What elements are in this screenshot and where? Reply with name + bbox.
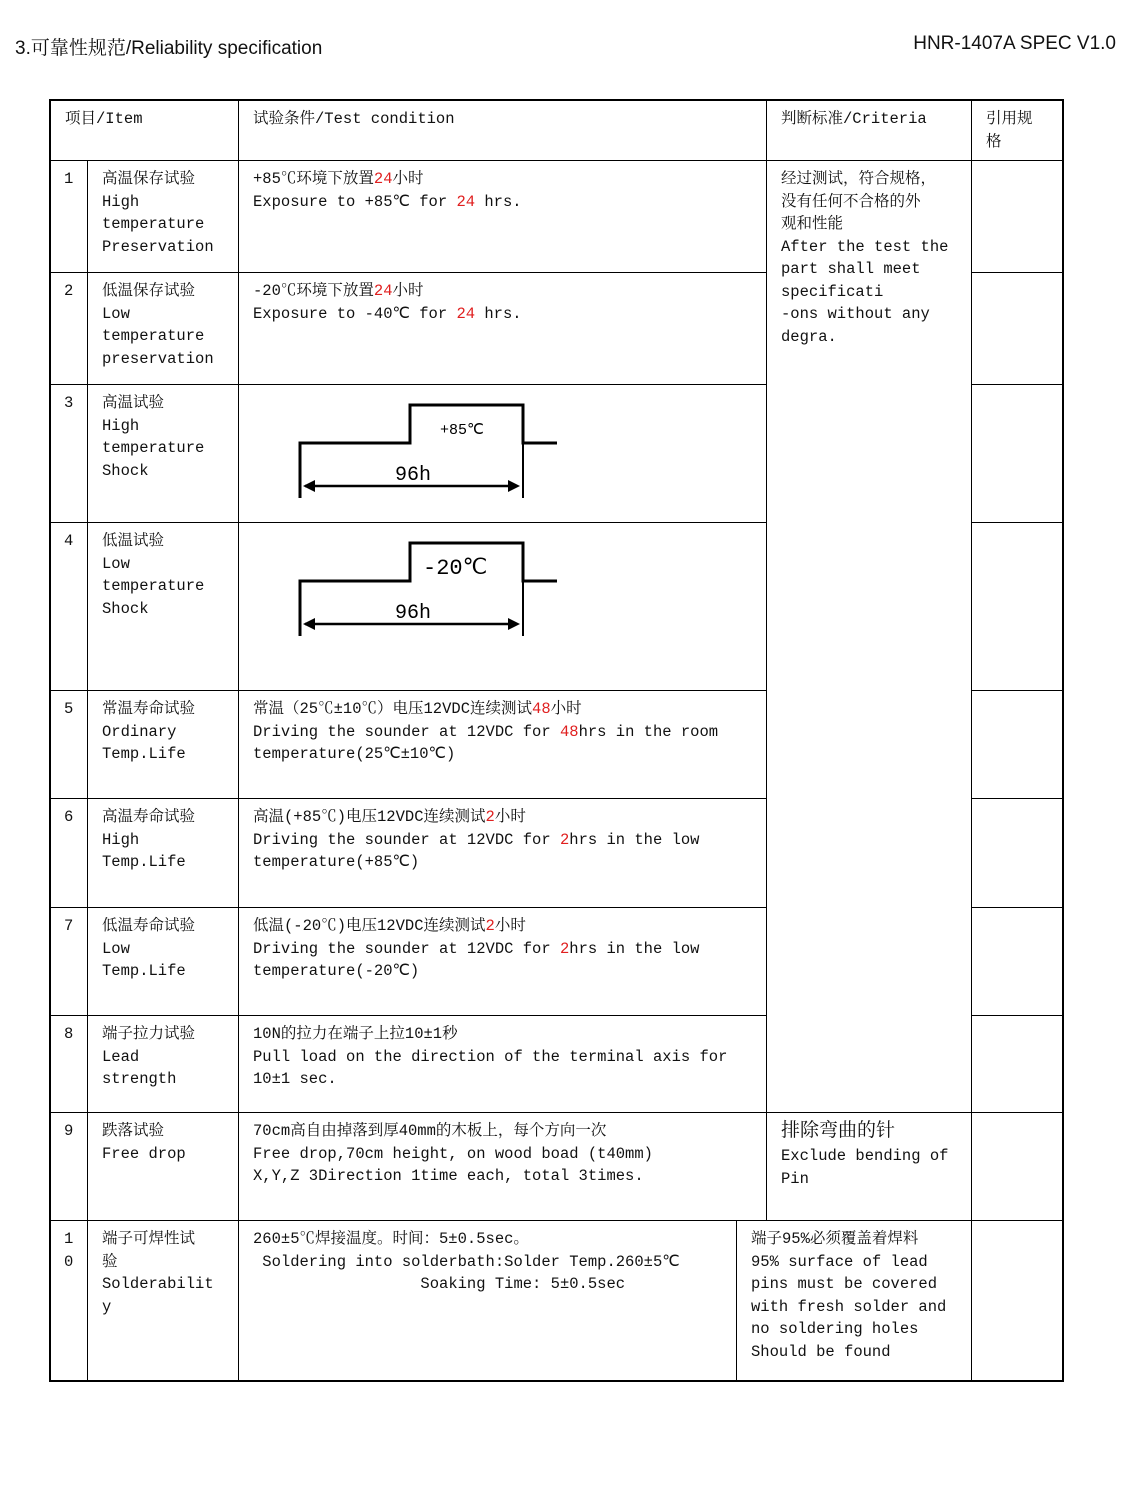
section-title: 3.可靠性规范/Reliability specification: [15, 38, 323, 59]
reference-cell: [971, 690, 1064, 799]
condition-line: [253, 1251, 680, 1274]
reference-cell: [971, 907, 1064, 1016]
condition-line: [253, 168, 522, 191]
row-number: 9: [64, 1122, 74, 1140]
condition-segment: Exposure to +85℃ for: [253, 192, 457, 211]
temperature-label: -20℃: [423, 556, 488, 581]
condition-line: [253, 1120, 653, 1143]
condition-segment: 小时: [392, 170, 424, 188]
reference-cell: [971, 1112, 1064, 1221]
highlight-value: 24: [456, 192, 476, 211]
condition-line: [253, 191, 522, 214]
condition-segment: hrs in the low: [569, 830, 700, 849]
condition-segment: 小时: [494, 808, 526, 826]
highlight-value: 2: [559, 939, 570, 958]
condition-segment: X,Y,Z 3Direction 1time each, total 3times.: [253, 1167, 644, 1185]
row-number: 8: [64, 1025, 74, 1043]
condition-text: [253, 280, 522, 325]
condition-segment: 10N的拉力在端子上拉10±1秒: [253, 1025, 458, 1043]
arrow-head-left-icon: [303, 480, 315, 492]
row-number: 1: [64, 170, 74, 188]
condition-segment: 小时: [494, 917, 526, 935]
highlight-value: 2: [485, 917, 495, 935]
condition-segment: Soaking Time: 5±0.5sec: [253, 1275, 626, 1293]
condition-line: [253, 280, 522, 303]
spec-version: HNR-1407A SPEC V1.0: [913, 33, 1116, 54]
condition-text: [253, 806, 700, 874]
item-name: 高温保存试验 High temperature Preservation: [102, 170, 214, 256]
condition-line: [253, 721, 718, 744]
criteria-9-cn: 排除弯曲的针: [781, 1120, 896, 1142]
condition-text: [253, 1023, 727, 1091]
condition-line: [253, 1046, 727, 1069]
condition-segment: 260±5℃焊接温度。时间：5±0.5sec。: [253, 1230, 529, 1248]
condition-line: [253, 743, 718, 766]
condition-segment: Driving the sounder at 12VDC for: [253, 722, 560, 741]
condition-line: [253, 806, 700, 829]
condition-line: [253, 915, 700, 938]
highlight-value: 24: [373, 170, 393, 188]
condition-segment: Driving the sounder at 12VDC for: [253, 830, 560, 849]
condition-segment: -20℃环境下放置: [253, 282, 374, 300]
condition-segment: Pull load on the direction of the terminal axis for: [253, 1047, 728, 1066]
criteria-10-text: 端子95%必须覆盖着焊料 95% surface of lead pins must be covered with fresh solder and no soldering holes Should be found: [751, 1230, 947, 1361]
item-name: 跌落试验 Free drop: [102, 1122, 186, 1163]
item-name: 端子拉力试验 Lead strength: [102, 1025, 196, 1088]
item-name: 高温寿命试验 High Temp.Life: [102, 808, 196, 871]
reference-cell: [971, 522, 1064, 691]
reference-cell: [971, 1220, 1064, 1381]
condition-line: [253, 1273, 680, 1296]
highlight-value: 48: [559, 722, 579, 741]
condition-segment: Exposure to -40℃ for: [253, 304, 457, 323]
highlight-value: 2: [485, 808, 495, 826]
header-condition-label: 试验条件/Test condition: [253, 110, 455, 128]
condition-line: [253, 938, 700, 961]
condition-line: [253, 698, 718, 721]
condition-segment: 小时: [392, 282, 424, 300]
condition-segment: temperature(25℃±10℃): [253, 745, 456, 763]
condition-segment: hrs in the low: [569, 939, 700, 958]
row-number: 7: [64, 917, 74, 935]
item-name: 低温寿命试验 Low Temp.Life: [102, 917, 196, 980]
condition-segment: +85℃环境下放置: [253, 170, 374, 188]
condition-text: [253, 698, 718, 766]
temperature-label: +85℃: [440, 422, 484, 439]
condition-line: [253, 1143, 653, 1166]
condition-segment: hrs.: [475, 304, 522, 323]
condition-line: [253, 1068, 727, 1091]
row-number: 5: [64, 700, 74, 718]
condition-line: [253, 829, 700, 852]
condition-segment: hrs.: [475, 192, 522, 211]
row-number: 3: [64, 394, 74, 412]
condition-text: [253, 1120, 653, 1188]
reference-cell: [971, 1015, 1064, 1113]
condition-segment: Soldering into solderbath:Solder Temp.260±5℃: [253, 1252, 680, 1271]
highlight-value: 24: [456, 304, 476, 323]
condition-text: [253, 915, 700, 983]
row-number: 4: [64, 532, 74, 550]
reference-cell: [971, 798, 1064, 908]
arrow-head-right-icon: [508, 618, 520, 630]
row-number: 1 0: [64, 1230, 74, 1271]
duration-label: 96h: [395, 602, 432, 625]
condition-line: [253, 1228, 680, 1251]
arrow-head-left-icon: [303, 618, 315, 630]
item-name: 低温试验 Low temperature Shock: [102, 532, 205, 618]
condition-line: [253, 1023, 727, 1046]
condition-segment: 常温（25℃±10℃）电压12VDC连续测试: [253, 700, 533, 718]
highlight-value: 48: [532, 700, 551, 718]
condition-segment: 10±1 sec.: [253, 1070, 337, 1088]
condition-segment: temperature(+85℃): [253, 853, 420, 871]
condition-line: [253, 1165, 653, 1188]
condition-text: [253, 1228, 680, 1296]
condition-segment: 低温(-20℃)电压12VDC连续测试: [253, 917, 486, 935]
condition-line: [253, 851, 700, 874]
condition-segment: Free drop,70cm height, on wood boad (t40mm): [253, 1144, 653, 1163]
criteria-9-en: Exclude bending of Pin: [781, 1147, 949, 1188]
condition-segment: Driving the sounder at 12VDC for: [253, 939, 560, 958]
row-number: 2: [64, 282, 74, 300]
condition-segment: temperature(-20℃): [253, 962, 420, 980]
item-name: 常温寿命试验 Ordinary Temp.Life: [102, 700, 196, 763]
low-temperature-profile-diagram: [295, 536, 595, 656]
highlight-value: 24: [373, 282, 393, 300]
arrow-head-right-icon: [508, 480, 520, 492]
duration-label: 96h: [395, 464, 432, 487]
item-name: 端子可焊性试 验 Solderabilit y: [102, 1230, 214, 1316]
condition-segment: 小时: [550, 700, 582, 718]
condition-segment: 高温(+85℃)电压12VDC连续测试: [253, 808, 486, 826]
header-reference-label: 引用规 格: [986, 110, 1033, 151]
condition-segment: hrs in the room: [578, 722, 719, 741]
row-number: 6: [64, 808, 74, 826]
item-name: 低温保存试验 Low temperature preservation: [102, 282, 214, 368]
reference-cell: [971, 272, 1064, 385]
condition-line: [253, 303, 522, 326]
reference-cell: [971, 384, 1064, 523]
header-criteria-label: 判断标准/Criteria: [781, 110, 927, 128]
high-temperature-profile-diagram: [295, 398, 595, 518]
header-item-label: 项目/Item: [65, 110, 143, 128]
condition-line: [253, 960, 700, 983]
condition-segment: 70cm高自由掉落到厚40mm的木板上，每个方向一次: [253, 1122, 607, 1140]
criteria-common-text: 经过测试，符合规格， 没有任何不合格的外 观和性能 After the test the part shall meet specificati -ons without any degra.: [781, 170, 949, 346]
item-name: 高温试验 High temperature Shock: [102, 394, 205, 480]
highlight-value: 2: [559, 830, 570, 849]
condition-text: [253, 168, 522, 213]
reference-cell: [971, 160, 1064, 273]
